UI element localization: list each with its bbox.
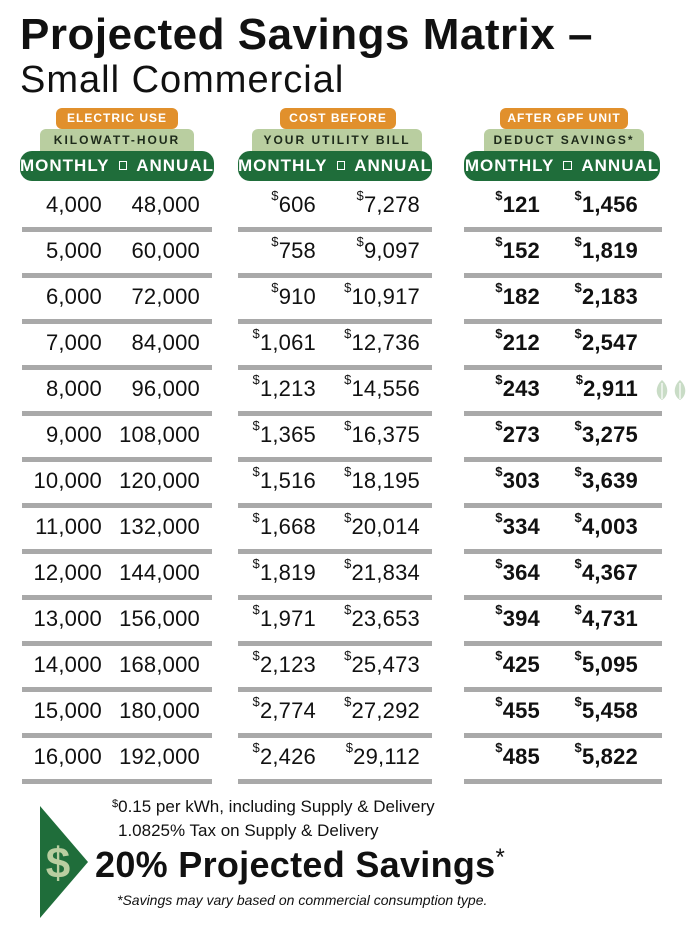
value-text: 455 [502, 698, 540, 723]
annual-value [119, 698, 200, 724]
currency-symbol: $ [356, 188, 364, 203]
currency-symbol: $ [574, 188, 582, 203]
value-text: 168,000 [119, 652, 200, 677]
table-row [238, 416, 432, 462]
currency-symbol: $ [575, 372, 584, 387]
monthly-value [252, 740, 317, 770]
annual-value [119, 422, 200, 448]
table-row [464, 508, 662, 554]
header-middle-label: YOUR UTILITY BILL [252, 129, 422, 151]
monthly-value [34, 744, 103, 770]
table-row [238, 370, 432, 416]
value-text: 182 [502, 284, 540, 309]
table-row [464, 646, 662, 692]
currency-symbol: $ [495, 740, 503, 755]
monthly-value [495, 510, 540, 540]
value-text: 1,516 [259, 468, 316, 493]
monthly-value [495, 602, 540, 632]
monthly-value [34, 468, 103, 494]
value-text: 243 [502, 376, 540, 401]
currency-symbol: $ [574, 510, 582, 525]
table-row [238, 462, 432, 508]
value-text: 96,000 [131, 376, 200, 401]
value-text: 14,556 [351, 376, 420, 401]
value-text: 5,095 [581, 652, 638, 677]
monthly-value [495, 418, 540, 448]
value-text: 13,000 [33, 606, 102, 631]
monthly-value [34, 560, 103, 586]
header-monthly-label: MONTHLY [238, 156, 328, 175]
monthly-value [495, 740, 540, 770]
value-text: 1,819 [581, 238, 638, 263]
table-row [238, 324, 432, 370]
table-row [22, 278, 212, 324]
currency-symbol: $ [344, 510, 352, 525]
currency-symbol: $ [574, 556, 582, 571]
value-text: 23,653 [351, 606, 420, 631]
savings-headline [95, 844, 505, 886]
value-text: 394 [502, 606, 540, 631]
value-text: 29,112 [353, 744, 420, 769]
table-row [464, 462, 662, 508]
monthly-value [46, 422, 102, 448]
annual-value [132, 192, 201, 218]
header-electric-use [20, 108, 214, 184]
header-monthly-label: MONTHLY [464, 156, 555, 175]
currency-symbol: $ [344, 418, 352, 433]
annual-value [344, 326, 420, 356]
currency-symbol: $ [495, 510, 503, 525]
table-row [22, 692, 212, 738]
monthly-value [271, 188, 316, 218]
monthly-value [252, 602, 317, 632]
currency-symbol: $ [344, 464, 352, 479]
currency-symbol: $ [252, 556, 260, 571]
monthly-value [495, 556, 540, 586]
value-text: 180,000 [119, 698, 200, 723]
value-text: 4,367 [581, 560, 638, 585]
value-text: 4,000 [45, 192, 102, 217]
annual-value [119, 652, 200, 678]
header-annual-label: ANNUAL [136, 156, 214, 175]
currency-symbol: $ [252, 740, 260, 755]
annual-value [132, 330, 201, 356]
monthly-value [495, 234, 540, 264]
value-text: 108,000 [119, 422, 200, 447]
annual-value [574, 556, 639, 586]
currency-symbol: $ [252, 648, 260, 663]
table-row [238, 554, 432, 600]
table-row [464, 370, 662, 416]
table-row [22, 416, 212, 462]
value-text: 20,014 [351, 514, 420, 539]
table-row [464, 738, 662, 784]
value-text: 7,278 [363, 192, 420, 217]
table-row [22, 738, 212, 784]
table-row [238, 508, 432, 554]
monthly-value [252, 418, 317, 448]
annual-value [119, 606, 200, 632]
value-text: 27,292 [351, 698, 420, 723]
annual-value [344, 418, 420, 448]
value-text: 334 [502, 514, 540, 539]
header-top-label: ELECTRIC USE [56, 108, 178, 129]
value-text: 1,213 [259, 376, 316, 401]
currency-symbol: $ [252, 510, 260, 525]
annual-value [119, 468, 200, 494]
value-text: 2,547 [581, 330, 638, 355]
value-text: 6,000 [45, 284, 102, 309]
currency-symbol: $ [495, 694, 503, 709]
leaf-icon [652, 378, 692, 402]
value-text: 120,000 [119, 468, 200, 493]
value-text: 48,000 [131, 192, 200, 217]
annual-value [132, 284, 201, 310]
currency-symbol: $ [574, 648, 582, 663]
annual-value [574, 740, 639, 770]
annual-value [574, 280, 639, 310]
annual-value [344, 648, 420, 678]
annual-value [356, 188, 421, 218]
rate-note [112, 797, 435, 817]
monthly-value [495, 464, 540, 494]
header-period-bar [20, 151, 214, 181]
currency-symbol: $ [495, 602, 503, 617]
currency-symbol: $ [252, 326, 260, 341]
currency-symbol: $ [574, 326, 582, 341]
currency-symbol: $ [574, 740, 582, 755]
value-text: 16,375 [351, 422, 420, 447]
currency-symbol: $ [344, 648, 352, 663]
currency-symbol: $ [345, 740, 354, 755]
value-text: 15,000 [33, 698, 102, 723]
currency-symbol: $ [252, 464, 260, 479]
page-title-line1: Projected Savings Matrix – [20, 10, 593, 59]
value-text: 16,000 [33, 744, 102, 769]
currency-symbol: $ [574, 280, 582, 295]
value-text: 7,000 [45, 330, 102, 355]
annual-value [119, 514, 200, 540]
value-text: 364 [502, 560, 540, 585]
monthly-value [495, 648, 540, 678]
value-text: 2,183 [581, 284, 638, 309]
monthly-value [252, 648, 317, 678]
currency-symbol: $ [495, 556, 503, 571]
value-text: 84,000 [131, 330, 200, 355]
table-row [22, 508, 212, 554]
monthly-value [252, 326, 317, 356]
value-text: 152 [502, 238, 540, 263]
value-text: 11,000 [35, 514, 102, 539]
value-text: 5,000 [45, 238, 102, 263]
value-text: 273 [502, 422, 540, 447]
separator-square-icon [337, 161, 346, 170]
value-text: 18,195 [351, 468, 420, 493]
value-text: 910 [278, 284, 316, 309]
table-row [22, 186, 212, 232]
value-text: 72,000 [131, 284, 200, 309]
currency-symbol: $ [495, 326, 503, 341]
after-savings-column [464, 186, 662, 784]
currency-symbol: $ [344, 602, 352, 617]
value-text: 4,003 [581, 514, 638, 539]
annual-value [344, 280, 420, 310]
value-text: 14,000 [33, 652, 102, 677]
currency-symbol: $ [344, 372, 352, 387]
value-text: 2,426 [259, 744, 316, 769]
table-row [238, 692, 432, 738]
value-text: 121 [502, 192, 540, 217]
value-text: 9,097 [363, 238, 420, 263]
tax-note: 1.0825% Tax on Supply & Delivery [118, 821, 379, 840]
monthly-value [252, 372, 317, 402]
monthly-value [46, 238, 102, 264]
table-row [464, 232, 662, 278]
annual-value [344, 510, 420, 540]
annual-value [344, 694, 420, 724]
value-text: 425 [502, 652, 540, 677]
currency-symbol: $ [344, 694, 352, 709]
monthly-value [271, 280, 316, 310]
table-row [464, 600, 662, 646]
value-text: 3,639 [581, 468, 638, 493]
monthly-value [252, 694, 317, 724]
annual-value [574, 602, 639, 632]
table-row [238, 738, 432, 784]
monthly-value [46, 330, 102, 356]
table-row [238, 186, 432, 232]
header-cost-before [238, 108, 432, 184]
monthly-value [271, 234, 316, 264]
value-text: 1,971 [259, 606, 316, 631]
currency-symbol: $ [495, 280, 503, 295]
annual-value [344, 464, 420, 494]
currency-symbol: $ [495, 648, 503, 663]
annual-value [574, 648, 639, 678]
svg-text:$: $ [45, 839, 71, 888]
value-text: 10,000 [33, 468, 102, 493]
header-top-label: AFTER GPF UNIT [500, 108, 628, 129]
header-annual-label: ANNUAL [354, 156, 432, 175]
table-row [22, 232, 212, 278]
header-middle-label: DEDUCT SAVINGS* [484, 129, 644, 151]
value-text: 3,275 [581, 422, 638, 447]
value-text: 5,458 [581, 698, 638, 723]
annual-value [574, 188, 639, 218]
annual-value [345, 740, 420, 770]
value-text: 1,365 [259, 422, 316, 447]
annual-value [575, 372, 638, 402]
annual-value [574, 326, 639, 356]
disclaimer-note: *Savings may vary based on commercial consumption type. [117, 892, 488, 908]
header-period-bar [464, 151, 660, 181]
monthly-value [46, 376, 102, 402]
table-row [238, 278, 432, 324]
page-title-line2: Small Commercial [20, 59, 345, 101]
annual-value [344, 372, 420, 402]
value-text: 144,000 [119, 560, 200, 585]
annual-value [574, 510, 639, 540]
rate-text: 0.15 per kWh, including Supply & Delivery [118, 797, 435, 816]
value-text: 2,911 [583, 376, 638, 401]
value-text: 1,819 [259, 560, 316, 585]
monthly-value [35, 514, 102, 540]
table-row [464, 186, 662, 232]
value-text: 758 [278, 238, 316, 263]
currency-symbol: $ [495, 464, 503, 479]
currency-symbol: $ [252, 694, 260, 709]
currency-symbol: $ [271, 280, 279, 295]
table-row [22, 462, 212, 508]
value-text: 606 [278, 192, 316, 217]
currency-symbol: $ [495, 234, 503, 249]
currency-symbol: $ [574, 464, 582, 479]
table-row [464, 692, 662, 738]
table-row [238, 232, 432, 278]
monthly-value [46, 192, 102, 218]
value-text: 4,731 [581, 606, 638, 631]
value-text: 303 [502, 468, 540, 493]
monthly-value [34, 652, 103, 678]
value-text: 9,000 [45, 422, 102, 447]
dollar-arrow-icon [36, 806, 92, 918]
monthly-value [34, 606, 103, 632]
separator-square-icon [119, 161, 128, 170]
annual-value [574, 464, 639, 494]
header-annual-label: ANNUAL [581, 156, 660, 175]
currency-symbol: $ [356, 234, 364, 249]
currency-symbol: $ [495, 418, 503, 433]
table-row [22, 646, 212, 692]
value-text: 2,123 [259, 652, 316, 677]
value-text: 12,000 [33, 560, 102, 585]
value-text: 1,456 [581, 192, 638, 217]
value-text: 132,000 [119, 514, 200, 539]
table-row [22, 554, 212, 600]
monthly-value [495, 694, 540, 724]
value-text: 8,000 [45, 376, 102, 401]
annual-value [119, 560, 200, 586]
value-text: 5,822 [581, 744, 638, 769]
monthly-value [34, 698, 103, 724]
value-text: 485 [502, 744, 540, 769]
value-text: 212 [502, 330, 540, 355]
table-row [464, 278, 662, 324]
table-row [238, 646, 432, 692]
table-row [22, 600, 212, 646]
annual-value [356, 234, 421, 264]
value-text: 25,473 [351, 652, 420, 677]
value-text: 60,000 [131, 238, 200, 263]
header-monthly-label: MONTHLY [20, 156, 110, 175]
currency-symbol: $ [344, 326, 352, 341]
currency-symbol: $ [252, 602, 260, 617]
rate-currency: $ [112, 798, 119, 810]
currency-symbol: $ [344, 280, 352, 295]
currency-symbol: $ [271, 188, 279, 203]
annual-value [344, 556, 420, 586]
table-row [464, 416, 662, 462]
monthly-value [252, 464, 317, 494]
value-text: 12,736 [351, 330, 420, 355]
annual-value [132, 238, 201, 264]
annual-value [132, 376, 201, 402]
currency-symbol: $ [574, 694, 582, 709]
currency-symbol: $ [574, 418, 582, 433]
table-row [22, 324, 212, 370]
monthly-value [495, 280, 540, 310]
currency-symbol: $ [495, 188, 503, 203]
currency-symbol: $ [271, 234, 279, 249]
monthly-value [495, 188, 540, 218]
annual-value [574, 694, 639, 724]
separator-square-icon [563, 161, 572, 170]
monthly-value [252, 510, 317, 540]
savings-asterisk: * [495, 844, 506, 871]
value-text: 192,000 [119, 744, 200, 769]
table-row [464, 324, 662, 370]
value-text: 2,774 [259, 698, 316, 723]
header-middle-label: KILOWATT-HOUR [40, 129, 194, 151]
table-row [464, 554, 662, 600]
value-text: 156,000 [119, 606, 200, 631]
annual-value [574, 234, 639, 264]
currency-symbol: $ [252, 372, 260, 387]
annual-value [574, 418, 639, 448]
value-text: 1,061 [259, 330, 316, 355]
monthly-value [252, 556, 317, 586]
cost-before-column [238, 186, 432, 784]
annual-value [119, 744, 200, 770]
currency-symbol: $ [344, 556, 352, 571]
savings-headline-text: 20% Projected Savings [95, 844, 496, 885]
table-row [22, 370, 212, 416]
currency-symbol: $ [495, 372, 503, 387]
monthly-value [495, 326, 540, 356]
currency-symbol: $ [574, 234, 582, 249]
header-after-gpf-unit [464, 108, 660, 184]
monthly-value [495, 372, 540, 402]
currency-symbol: $ [574, 602, 582, 617]
annual-value [344, 602, 420, 632]
table-row [238, 600, 432, 646]
monthly-value [46, 284, 102, 310]
header-top-label: COST BEFORE [280, 108, 396, 129]
value-text: 1,668 [259, 514, 316, 539]
currency-symbol: $ [252, 418, 260, 433]
header-period-bar [238, 151, 432, 181]
value-text: 21,834 [351, 560, 420, 585]
value-text: 10,917 [351, 284, 420, 309]
kwh-column [22, 186, 212, 784]
